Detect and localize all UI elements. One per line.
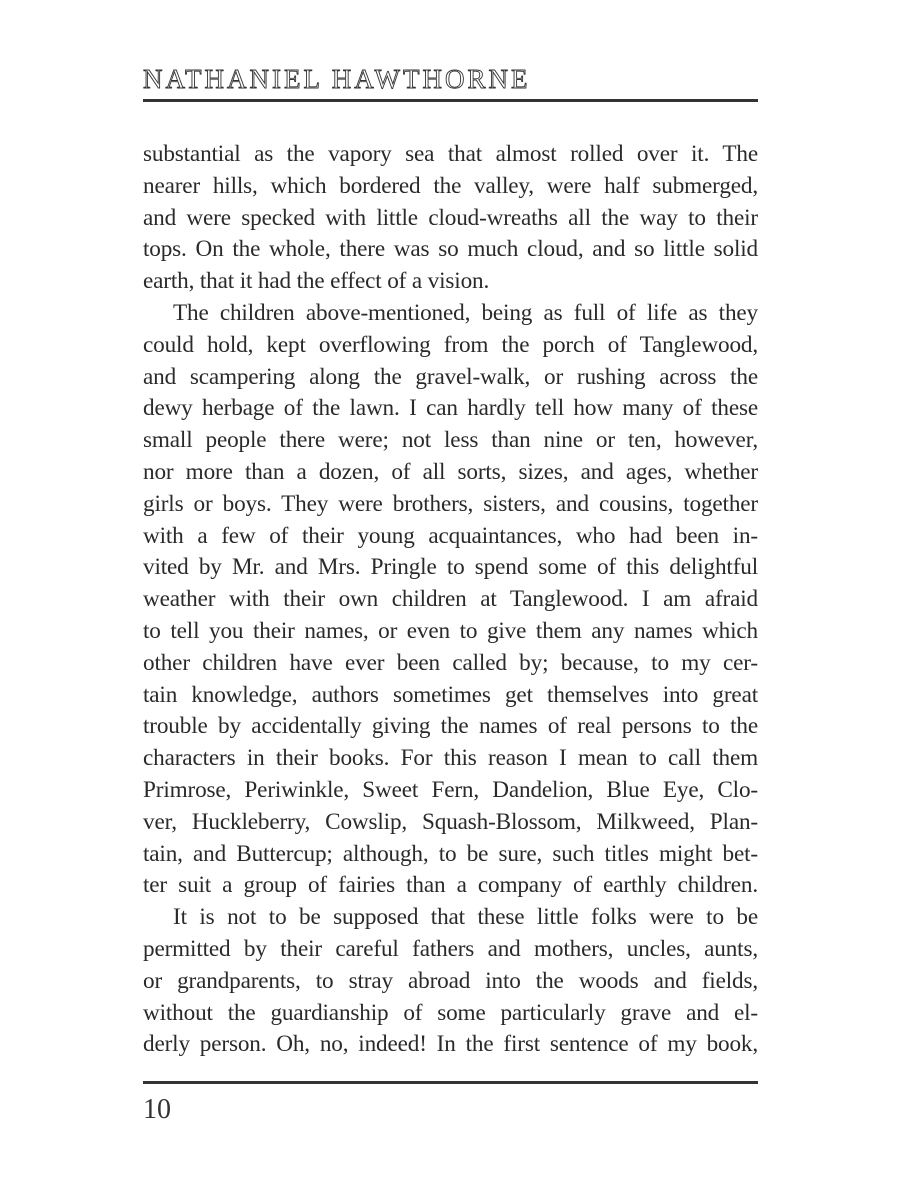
text-line: ter suit a group of fairies than a company of earthly children. bbox=[143, 872, 758, 899]
text-line: derly person. Oh, no, indeed! In the first sentence of my book, bbox=[143, 1031, 758, 1058]
text-line: with a few of their young acquaintances, who had been in- bbox=[143, 522, 758, 549]
text-line: ver, Huckleberry, Cowslip, Squash-Blossom, Milkweed, Plan- bbox=[143, 808, 758, 835]
text-line: other children have ever been called by; because, to my cer- bbox=[143, 649, 758, 676]
text-line: The children above-mentioned, being as full of life as they bbox=[173, 299, 758, 326]
text-line: Primrose, Periwinkle, Sweet Fern, Dandelion, Blue Eye, Clo- bbox=[143, 776, 758, 803]
text-line: tain, and Buttercup; although, to be sure, such titles might bet- bbox=[143, 840, 758, 867]
running-head: NATHANIEL HAWTHORNE bbox=[143, 64, 531, 94]
text-line: without the guardianship of some particularly grave and el- bbox=[143, 999, 758, 1026]
text-line: tops. On the whole, there was so much cloud, and so little solid bbox=[143, 236, 758, 263]
text-line: could hold, kept overflowing from the porch of Tanglewood, bbox=[143, 331, 758, 358]
text-line: permitted by their careful fathers and mothers, uncles, aunts, bbox=[143, 935, 758, 962]
text-line: and were specked with little cloud-wreaths all the way to their bbox=[143, 204, 758, 231]
text-line: nor more than a dozen, of all sorts, sizes, and ages, whether bbox=[143, 458, 758, 485]
text-line: characters in their books. For this reason I mean to call them bbox=[143, 745, 758, 772]
header-rule bbox=[143, 99, 758, 102]
text-line: and scampering along the gravel-walk, or rushing across the bbox=[143, 363, 758, 390]
text-line: vited by Mr. and Mrs. Pringle to spend some of this delightful bbox=[143, 554, 758, 581]
text-line: substantial as the vapory sea that almost rolled over it. The bbox=[143, 141, 758, 167]
text-line: dewy herbage of the lawn. I can hardly tell how many of these bbox=[143, 395, 758, 422]
text-line: girls or boys. They were brothers, sisters, and cousins, together bbox=[143, 490, 758, 517]
page-number: 10 bbox=[143, 1094, 171, 1125]
text-line: small people there were; not less than nine or ten, however, bbox=[143, 427, 758, 454]
footer-rule bbox=[143, 1081, 758, 1084]
text-line: earth, that it had the effect of a vision. bbox=[143, 268, 490, 295]
text-line: or grandparents, to stray abroad into the woods and fields, bbox=[143, 967, 758, 994]
body-text bbox=[143, 139, 758, 1061]
text-line: nearer hills, which bordered the valley, were half submerged, bbox=[143, 172, 758, 199]
text-line: It is not to be supposed that these little folks were to be bbox=[173, 904, 758, 931]
text-line: weather with their own children at Tanglewood. I am afraid bbox=[143, 586, 758, 613]
text-line: trouble by accidentally giving the names of real persons to the bbox=[143, 713, 758, 740]
text-line: to tell you their names, or even to give them any names which bbox=[143, 617, 758, 644]
text-line: tain knowledge, authors sometimes get themselves into great bbox=[143, 681, 758, 708]
